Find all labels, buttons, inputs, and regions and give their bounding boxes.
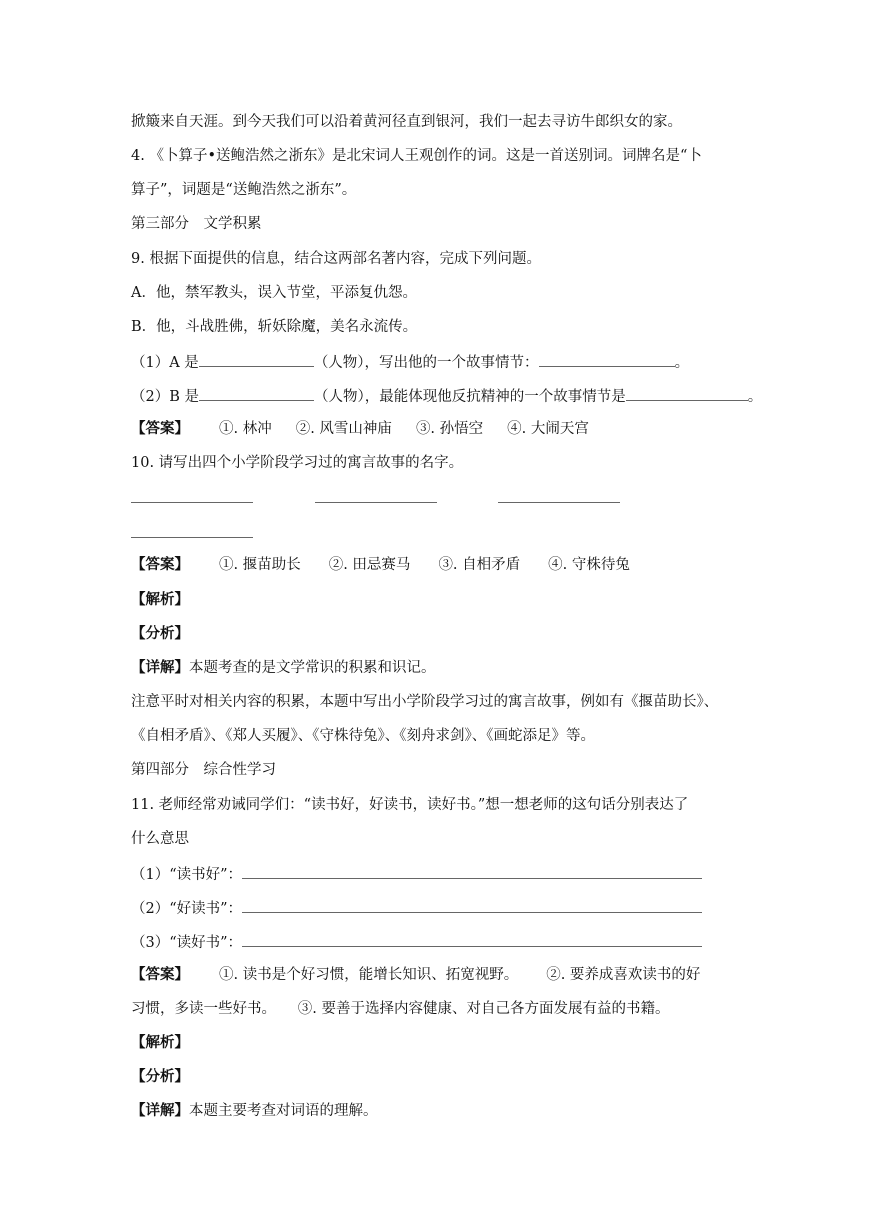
- q9-sub1-middle: （人物），写出他的一个故事情节：: [313, 355, 539, 371]
- q9-sub2-end: 。: [747, 389, 763, 405]
- analysis-subheading: 【分析】: [131, 625, 189, 642]
- answer-tag: 【答案】: [131, 556, 189, 573]
- answer-blank[interactable]: [199, 351, 314, 367]
- question-11-sub3: [131, 931, 702, 953]
- question-9-sub2: [131, 385, 762, 407]
- q11-sub1-label: （1）“读书好”：: [131, 867, 243, 883]
- answer-item: ③. 孙悟空: [415, 421, 484, 437]
- answer-blank[interactable]: [131, 502, 253, 503]
- detail-line: [131, 658, 436, 678]
- answer-item: ④. 大闹天宫: [507, 421, 589, 437]
- text-line: 掀簸来自天涯。到今天我们可以沿着黄河径直到银河，我们一起去寻访牛郎织女的家。: [131, 114, 682, 130]
- answer-item: ④. 守株待兔: [548, 557, 630, 573]
- answer-11-line2: 习惯，多读一些好书。 ③. 要善于选择内容健康、对自己各方面发展有益的书籍。: [131, 1001, 670, 1017]
- q9-sub1-end: 。: [674, 355, 690, 371]
- analysis-heading: 【解析】: [131, 1034, 189, 1051]
- q9-sub2-prefix: （2）B 是: [131, 389, 199, 405]
- answer-item: ①. 林冲: [219, 421, 272, 437]
- answer-tag: 【答案】: [131, 966, 189, 983]
- question-9-option-a: A．他，禁军教头，误入节堂，平添复仇怨。: [131, 285, 417, 301]
- question-9: 9. 根据下面提供的信息，结合这两部名著内容，完成下列问题。: [131, 251, 541, 267]
- answer-item: ②. 风雪山神庙: [295, 421, 392, 437]
- question-4-line2: 算子”，词题是“送鲍浩然之浙东”。: [131, 182, 357, 198]
- analysis-subheading: 【分析】: [131, 1068, 189, 1085]
- q9-sub1-prefix: （1）A 是: [131, 355, 199, 371]
- q11-sub3-label: （3）“读好书”：: [131, 935, 243, 951]
- q11-sub2-label: （2）“好读书”：: [131, 901, 243, 917]
- answer-blank[interactable]: [242, 863, 702, 879]
- answer-blank[interactable]: [242, 897, 702, 913]
- answer-10: [131, 555, 630, 575]
- section-heading-part3: 第三部分 文学积累: [131, 216, 262, 232]
- question-11-line1: 11. 老师经常劝诫同学们：“读书好，好读书，读好书。”想一想老师的这句话分别表达了: [131, 797, 689, 813]
- q9-sub2-middle: （人物），最能体现他反抗精神的一个故事情节是: [314, 389, 626, 405]
- answer-11-line1: [131, 965, 700, 985]
- detail-tag: 【详解】: [131, 659, 189, 676]
- section-heading-part4: 第四部分 综合性学习: [131, 762, 276, 778]
- answer-blank[interactable]: [199, 385, 314, 401]
- answer-blank[interactable]: [242, 931, 702, 947]
- question-10: 10. 请写出四个小学阶段学习过的寓言故事的名字。: [131, 455, 464, 471]
- detail-text: 本题主要考查对词语的理解。: [189, 1103, 378, 1119]
- question-9-sub1: [131, 351, 689, 373]
- answer-item: ③. 自相矛盾: [438, 557, 521, 573]
- answer-blank[interactable]: [626, 385, 748, 401]
- answer-blank[interactable]: [498, 502, 620, 503]
- answer-blank[interactable]: [539, 351, 675, 367]
- question-11-sub1: [131, 863, 702, 885]
- answer-9: [131, 419, 589, 439]
- answer-item: ②. 要养成喜欢读书的好: [546, 967, 701, 983]
- detail-tag: 【详解】: [131, 1102, 189, 1119]
- question-11-line2: 什么意思: [131, 831, 189, 847]
- answer-item: ②. 田忌赛马: [328, 557, 411, 573]
- answer-item: ①. 揠苗助长: [219, 557, 301, 573]
- question-11-sub2: [131, 897, 702, 919]
- answer-blank[interactable]: [315, 502, 437, 503]
- question-9-option-b: B．他，斗战胜佛，斩妖除魔，美名永流传。: [131, 319, 418, 335]
- answer-blank[interactable]: [131, 537, 253, 538]
- detail-text: 本题考查的是文学常识的积累和识记。: [189, 660, 436, 676]
- question-4-line1: 4. 《卜算子•送鲍浩然之浙东》是北宋词人王观创作的词。这是一首送别词。词牌名是“卜: [131, 148, 702, 164]
- answer-item: ①. 读书是个好习惯，能增长知识、拓宽视野。: [219, 967, 519, 983]
- answer-tag: 【答案】: [131, 420, 189, 437]
- note-line2: 《自相矛盾》、《郑人买履》、《守株待兔》、《刻舟求剑》、《画蛇添足》等。: [131, 728, 595, 744]
- analysis-heading: 【解析】: [131, 591, 189, 608]
- detail-line: [131, 1101, 378, 1121]
- note-line1: 注意平时对相关内容的积累，本题中写出小学阶段学习过的寓言故事，例如有《揠苗助长》、: [131, 694, 719, 710]
